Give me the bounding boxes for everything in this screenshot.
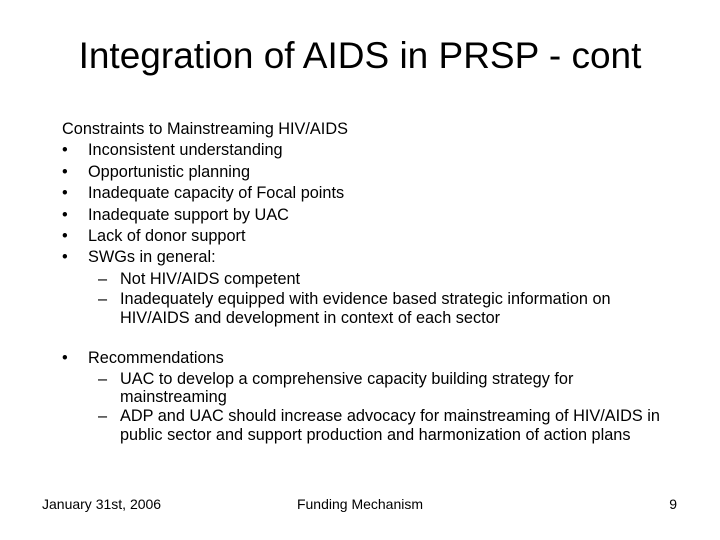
recommendation-text: ADP and UAC should increase advocacy for mainstreaming of HIV/AIDS in public sector and support production and harmonization of action plans [120, 407, 660, 444]
bullet-icon: • [62, 248, 68, 267]
swg-sub-text: Not HIV/AIDS competent [120, 269, 301, 288]
constraint-text: Opportunistic planning [88, 162, 251, 181]
bullet-icon: • [62, 184, 68, 203]
constraint-item [62, 183, 702, 204]
footer-date: January 31st, 2006 [42, 496, 162, 512]
constraint-item [62, 247, 702, 268]
dash-icon: – [98, 269, 108, 288]
slide-title: Integration of AIDS in PRSP - cont [78, 35, 642, 76]
recommendation-item [62, 407, 702, 444]
bullet-icon: • [62, 205, 68, 224]
constraint-text: Inconsistent understanding [88, 141, 283, 160]
constraint-item [62, 162, 702, 183]
constraint-item [62, 140, 702, 161]
constraint-text: Inadequate support by UAC [88, 205, 289, 224]
page-number: 9 [669, 496, 677, 512]
dash-icon: – [98, 407, 108, 426]
constraint-text: SWGs in general: [88, 248, 216, 267]
constraints-heading: Constraints to Mainstreaming HIV/AIDS [62, 120, 348, 138]
bullet-icon: • [62, 227, 68, 246]
constraint-text: Lack of donor support [88, 227, 246, 246]
recommendations-heading-text: Recommendations [88, 349, 224, 368]
bullet-icon: • [62, 141, 68, 160]
swg-sub-text: Inadequately equipped with evidence based strategic information on HIV/AIDS and development in context of each sector [120, 290, 611, 327]
section-gap [62, 327, 702, 348]
recommendation-text: UAC to develop a comprehensive capacity building strategy for mainstreaming [120, 369, 574, 407]
dash-icon: – [98, 369, 108, 388]
slide-body [62, 119, 702, 444]
recommendations-heading [62, 348, 702, 369]
bullet-icon: • [62, 162, 68, 181]
constraint-item [62, 205, 702, 226]
recommendation-item [62, 370, 702, 407]
bullet-icon: • [62, 349, 68, 368]
constraint-text: Inadequate capacity of Focal points [88, 184, 345, 203]
footer-title: Funding Mechanism [296, 496, 424, 512]
dash-icon: – [98, 290, 108, 309]
swg-sub-item [62, 290, 702, 327]
swg-sub-item [62, 269, 702, 290]
constraint-item [62, 226, 702, 247]
